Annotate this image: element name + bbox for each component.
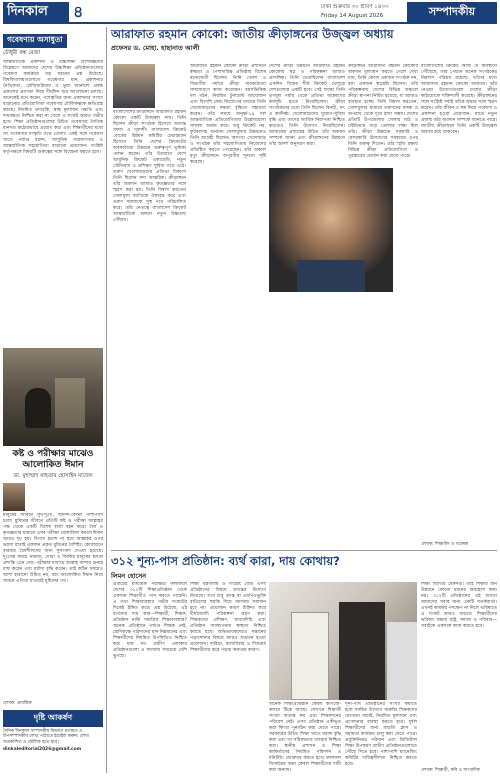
left-column [3, 27, 107, 773]
main-article-1-col4: ক্রীড়াঙ্গনে আরাফাত রহমান কোকোর অবদান মূল্যায়ন করতে গেলে দেখা যায়, তিনি কেবল একজন সংগঠক নন, বরং একজন স্বপ্নদ্রষ্টা ছিলেন। তাঁর পরিকল্পনায় দেশের বিভিন্ন অঞ্চলে ক্রীড়া স্থাপনা নির্মিত হয়েছে, যা আজও ব্যবহৃত হচ্ছে। তিনি বিশ্বাস করতেন, খেলাধুলার মাধ্যমে তরুণদের মাদক ও অপরাধ থেকে দূরে রাখা সম্ভব। দেশের প্রতিটি উপজেলায় খেলার মাঠ ও স্টেডিয়াম গড়ে তোলার লক্ষ্য ছিল তাঁর। ক্রীড়া উন্নয়নে সরকারি ও বেসরকারি উদ্যোগের সমন্বয়ের ওপর তিনি গুরুত্ব দিতেন। তাঁর স্মৃতি রক্ষায় বিভিন্ন ক্রীড়া প্রতিযোগিতা ও পুরস্কারের প্রবর্তন করা যেতে পারে। [348, 64, 418, 159]
issue-date-bn: ঢাকা শুক্রবার ৩০ শ্রাবণ ১৪৩৩ [321, 4, 389, 10]
left-article-2-body: মানুষের জীবনে সুখ-দুঃখ, আনন্দ-বেদনা পাশাপাশি চলে। মুমিনের জীবনে প্রতিটি কষ্ট ও পরীক্ষা আল্লাহর পক্ষ থেকে একটি বিশেষ বার্তা বহন করে। ধৈর্য ও কৃতজ্ঞতার মাধ্যমে এসব পরীক্ষা মোকাবিলা করলে ঈমান আরও দৃঢ় হয়। বিপদে হতাশ না হয়ে আল্লাহর ওপর ভরসা রাখাই একজন প্রকৃত মুমিনের বৈশিষ্ট্য। কোরআনে বারবার ধৈর্যশীলদের জন্য সুসংবাদ দেওয়া হয়েছে। দুঃখের সময়ে নামাজ, দোয়া ও জিকির মানুষের হৃদয়ে প্রশান্তি এনে দেয়। পরীক্ষার মাধ্যমে আল্লাহ বান্দার গুনাহ মাফ করেন এবং মর্যাদা বৃদ্ধি করেন। তাই কঠিন সময়েও আশা হারানো উচিত নয়, বরং আলোকিত ঈমান নিয়ে সামনে এগিয়ে যাওয়াই মুমিনের পথ। [3, 513, 103, 584]
page-number: ৪ [73, 2, 84, 21]
left-article-1-title: গবেষণায় অসাধুতা [3, 34, 67, 48]
issue-date-en: Friday 14 August 2026 [321, 13, 384, 19]
main-article-1-col1: বাংলাদেশের ক্রীড়াঙ্গনে আরাফাত রহমান কোকো একটি উজ্জ্বল নাম। তিনি ছিলেন ক্রীড়া সংগঠক হিসেবে অত্যন্ত সফল ও দূরদর্শী। বাংলাদেশ ক্রিকেট বোর্ডের উন্নয়ন কমিটির চেয়ারম্যান হিসেবে তিনি দেশের ক্রিকেটের অবকাঠামো উন্নয়নে গুরুত্বপূর্ণ ভূমিকা পালন করেন। তাঁর উদ্যোগে দেশে আধুনিক ক্রিকেট একাডেমি, নতুন স্টেডিয়াম ও প্রশিক্ষণ সুবিধা গড়ে ওঠে। তরুণ খেলোয়াড়দের প্রতিভা বিকাশে তিনি ছিলেন সদা আন্তরিক। ক্রীড়াঙ্গনে তাঁর অবদান আজও কৃতজ্ঞতার সঙ্গে স্মরণ করা হয়। তিনি বিশ্বাস করতেন খেলাধুলা জাতিকে ঐক্যবদ্ধ করে এবং তরুণ সমাজকে সুস্থ পথে পরিচালিত করে। তাঁর নেতৃত্বে বাংলাদেশ ক্রিকেট আন্তর্জাতিক অঙ্গনে নতুন উচ্চতায় পৌঁছায়। [113, 110, 186, 223]
main-article-1-col4b [348, 296, 418, 548]
main-article-2-headline: ৩১২ শূন্য-পাস প্রতিষ্ঠান: ব্যর্থ কারা, দায় কোথায়? [111, 554, 340, 568]
issue-date [321, 3, 405, 21]
left-article-1-byline: চৌধুরী বন্ধ রেজা [3, 50, 41, 56]
arafat-rahman-koko-photo [269, 168, 393, 292]
newspaper-page [3, 2, 497, 775]
main-article-1-byline: প্রফেসর ড. মোহা. হাছানাত আলী [111, 44, 200, 52]
main-article-2-col5: শিক্ষা জাতির মেরুদণ্ড। তাই শিক্ষার মান উন্নয়নে কোনো ধরনের অবহেলা কাম্য নয়। ৩১২টি প্রতিষ্ঠানের এই ব্যর্থতা আমাদের সবার জন্য একটি সতর্কবার্তা। এখনই কার্যকর পদক্ষেপ না নিলে ভবিষ্যতে এ সংকট আরও বাড়বে। শিক্ষার্থীদের ভবিষ্যৎ রক্ষায় রাষ্ট্র, সমাজ ও পরিবার—সবাইকে একসঙ্গে কাজ করতে হবে। [421, 582, 497, 629]
main-article-1-col2b [190, 302, 266, 548]
main-article-2-col4: শূন্য-পাস প্রতিষ্ঠানের সংখ্যা কমাতে হলে সমন্বিত উদ্যোগ জরুরি। শিক্ষকদের যোগ্যতা যাচাই, নিয়মিত মূল্যায়ন এবং প্রণোদনার ব্যবস্থা করতে হবে। দুর্বল শিক্ষার্থীদের জন্য বাড়তি ক্লাস ও সহায়তা কার্যক্রম চালু করা যেতে পারে। প্রযুক্তিনির্ভর পাঠদান এবং ডিজিটাল শিক্ষা উপকরণ গ্রামীণ প্রতিষ্ঠানগুলোতে পৌঁছে দিতে হবে। পাশাপাশি ম্যানেজিং কমিটির দায়িত্বশীলতা নিশ্চিত করতে হবে। [345, 702, 417, 767]
main-article-2-col2: শিক্ষা মন্ত্রণালয় ও সংশ্লিষ্ট বোর্ড এসব প্রতিষ্ঠানের বিষয়ে তদন্তের উদ্যোগ নিয়েছে। তবে শুধু তদন্ত বা এমপিওভুক্তি বাতিলের হুমকি দিয়ে সমস্যার সমাধান হবে না। প্রয়োজন কারণ চিহ্নিত করে দীর্ঘমেয়াদি পরিকল্পনা গ্রহণ করা। শিক্ষকদের প্রশিক্ষণ, জবাবদিহি এবং প্রতিষ্ঠান ব্যবস্থাপনায় স্বচ্ছতা নিশ্চিত করতে হবে। অভিভাবকদেরও সন্তানের পড়াশোনার বিষয়ে আরও সচেতন হওয়া প্রয়োজন। দারিদ্র্য, বাল্যবিবাহ ও শিশুশ্রম শিক্ষার্থীদের ঝরে পড়ার অন্যতম কারণ। [190, 582, 266, 653]
main-article-2-author-note: লেখক: শিক্ষার্থী, কবি ও সাংবাদিক [421, 768, 480, 773]
columnist-photo [113, 64, 155, 108]
main-article-2-byline: লিমন হোসেন [111, 572, 147, 580]
left-article-2-title: কষ্ট ও পরীক্ষার মাঝেও আলোকিত ঈমান [12, 449, 94, 470]
section-name: সম্পাদকীয় [407, 2, 497, 22]
students-photo [269, 582, 417, 700]
notice-box-body: দৈনিক দিনকাল সম্পাদকীয় বিভাগে মতামত ও উপসম্পাদকীয় লেখা পাঠাতে ইমেইল করুন। লেখা অপ্রকাশিত ও মৌলিক হতে হবে। [3, 728, 89, 745]
author-photo [3, 483, 25, 511]
main-article-1-col5b [421, 296, 497, 538]
notice-box-title: দৃষ্টি আকর্ষণ [3, 710, 103, 727]
main-article-2-col1: এবারের মাধ্যমিক পরীক্ষার ফলাফলে দেশের ৩১২টি শিক্ষাপ্রতিষ্ঠান থেকে একজন শিক্ষার্থীও পাস করতে পারেনি। এ তথ্য শিক্ষাব্যবস্থার গভীর সংকটের দিকেই ইঙ্গিত করে। প্রশ্ন উঠেছে, এই ব্যর্থতার দায় কার—শিক্ষার্থী, শিক্ষক, প্রতিষ্ঠান নাকি সামগ্রিক শিক্ষাব্যবস্থার? অনেক প্রতিষ্ঠানে পর্যাপ্ত শিক্ষক নেই, শ্রেণিকক্ষে পাঠদানের মান নিম্নমানের এবং শিক্ষার্থীদের নিয়মিত উপস্থিতিও নিশ্চিত করা যায় না। গ্রামীণ এলাকার প্রতিষ্ঠানগুলো এ সমস্যায় সবচেয়ে বেশি ভুগছে। [113, 582, 187, 659]
main-article-1-headline: আরাফাত রহমান কোকো: জাতীয় ক্রীড়াঙ্গনের উজ্জ্বল অধ্যায় [111, 27, 394, 41]
main-article-1-col1b [113, 302, 186, 548]
masthead [3, 2, 497, 24]
main-article-1-author-note: লেখক: শিক্ষাবিদ ও গবেষক [421, 542, 469, 547]
left-article-1-body: আন্তর্জাতিক প্রকাশনা ও উচ্চশিক্ষা বিশেষজ্ঞদের বিশ্লেষণে আমাদের দেশের উচ্চশিক্ষা প্রতিষ্ঠানগুলোর গবেষণা কার্যক্রমে বড় ধরনের প্রশ্ন উঠেছে। বিশ্ববিদ্যালয়গুলোতে গবেষণার মান, প্রকাশনার নৈতিকতা, প্লেজিয়ারিজম ও ভুয়া জার্নালে প্রবন্ধ প্রকাশের প্রবণতা নিয়ে দীর্ঘদিন ধরে আলোচনা চলছে। অনেকেই মনে করেন, পদোন্নতির জন্য প্রকাশনার সংখ্যা বাড়ানোর প্রতিযোগিতা গবেষণার মৌলিকত্বকে ক্ষতিগ্রস্ত করছে। নিয়মিত তদারকি, স্বচ্ছ মূল্যায়ন পদ্ধতি এবং দায়বদ্ধতা নিশ্চিত করা না গেলে এ সংকট আরও গভীর হবে। শিক্ষা প্রতিষ্ঠানগুলোর উচিত গবেষণার নৈতিক মানদণ্ড কঠোরভাবে প্রয়োগ করা এবং শিক্ষার্থীদের মধ্যে সৎ গবেষণার সংস্কৃতি গড়ে তোলা। একই সঙ্গে গবেষণা খাতে পর্যাপ্ত বরাদ্দ, আধুনিক গবেষণাগার ও আন্তর্জাতিক সহযোগিতা বাড়ানো প্রয়োজন। সংশ্লিষ্ট কর্তৃপক্ষকে বিষয়টি গুরুত্বের সঙ্গে বিবেচনা করতে হবে। [3, 60, 103, 155]
left-article-2-footer: লেখক: প্রাবন্ধিক [3, 701, 32, 706]
left-article-2-byline: ডা. মুহাম্মাদ মাহতাব হোসাইন মাজেদ [13, 473, 93, 479]
main-article-1-col5: বাংলাদেশের ক্রিকেট আজ যে অবস্থানে পৌঁছেছে, তার পেছনে অনেক সংগঠকের নিরলস পরিশ্রম রয়েছে। তাঁদের মধ্যে আরাফাত রহমান কোকো অন্যতম। তাঁর নেওয়া উদ্যোগগুলো দেশের ক্রীড়া কাঠামোকে শক্তিশালী করেছে। ক্রীড়াঙ্গনের সঙ্গে সংশ্লিষ্ট সবাই তাঁকে শ্রদ্ধার সঙ্গে স্মরণ করেন। তাঁর জীবন ও কর্ম নিয়ে গবেষণা ও প্রকাশনা হওয়া প্রয়োজন, যাতে নতুন প্রজন্ম তাঁর অবদান সম্পর্কে জানতে পারে। জাতীয় ক্রীড়াঙ্গনে তিনি একটি উজ্জ্বল অধ্যায় হয়ে থাকবেন। [421, 64, 497, 135]
notice-box-email: dinkaleditorial2026@gmail.com [3, 747, 82, 753]
divider [111, 550, 497, 551]
newspaper-logo: দিনকাল [3, 2, 69, 22]
main-article-1-header [111, 27, 497, 54]
main-article-2-col3: অনেক শিক্ষাপ্রতিষ্ঠান কেবল কাগজে-কলমে টিকে আছে। সেখানে শিক্ষার্থী সংখ্যা অত্যন্ত কম এবং শিক্ষাদানের পরিবেশ নেই। এসব প্রতিষ্ঠান একীভূত করা কিংবা পুনর্গঠন করা যেতে পারে। সরকারের উচিত শিক্ষা খাতে বরাদ্দ বৃদ্ধি করা এবং তা সঠিকভাবে ব্যবহার নিশ্চিত করা। স্থানীয় প্রশাসন ও শিক্ষা কর্মকর্তাদের নিয়মিত পরিদর্শন ও মনিটরিং জোরদার করতে হবে। ফলাফল বিপর্যয়ের জন্য কেবল শিক্ষার্থীদের দায়ী করা অন্যায়। [269, 702, 341, 773]
prayer-photo [3, 348, 103, 446]
main-article-1-col3b [269, 296, 345, 548]
main-article-1-col3: দেশের ক্রীড়া উন্নয়নে আরাফাত রহমান কোকোর স্বপ্ন ও পরিকল্পনা আজও প্রাসঙ্গিক। তিনি চেয়েছিলেন বাংলাদেশ একদিন বিশ্বের শীর্ষ ক্রিকেট খেলুড়ে দেশগুলোর একটি হবে। সেই লক্ষ্যে তিনি তৃণমূল পর্যায় থেকে প্রতিভা অন্বেষণের কর্মসূচি হাতে নিয়েছিলেন। ক্রীড়া সংগঠকদের মধ্যে তিনি ছিলেন বিনয়ী, সৎ ও কর্মনিষ্ঠ। খেলোয়াড়দের সুযোগ-সুবিধা বৃদ্ধি এবং তাদের আর্থিক নিরাপত্তা নিশ্চিত করতেও তিনি উদ্যোগ নিয়েছিলেন। আজকের প্রজন্মের উচিত তাঁর অবদান সম্পর্কে জানা এবং ক্রীড়াঙ্গনের উন্নয়নে তাঁর আদর্শ অনুসরণ করা। [269, 64, 345, 147]
main-article-1-col2: আরাফাত রহমান কোকো ক্রীড়া প্রশাসনে স্বচ্ছতা ও পেশাদারিত্ব প্রতিষ্ঠায় বিশেষ মনোযোগী ছিলেন। তিনি জেলা ও বিভাগীয় পর্যায়ে ক্রীড়া অবকাঠামো সম্প্রসারণে কাজ করেছেন। বয়সভিত্তিক দল গঠন, নিয়মিত টুর্নামেন্ট আয়োজন এবং বিদেশি কোচ নিয়োগের মাধ্যমে তিনি খেলোয়াড়দের দক্ষতা বৃদ্ধিতে সহায়তা করেন। তাঁর সময়ে অনূর্ধ্ব-১৯ দল আন্তর্জাতিক প্রতিযোগিতায় উল্লেখযোগ্য সাফল্য অর্জন করে। শুধু ক্রিকেট নয়, ফুটবলসহ অন্যান্য খেলাধুলার উন্নয়নেও তিনি আগ্রহী ছিলেন। অসংখ্য খেলোয়াড় ও সংগঠক তাঁর সহযোগিতায় নিজেদের প্রতিষ্ঠিত করতে পেরেছেন। তাঁর অকাল মৃত্যু ক্রীড়াঙ্গনে অপূরণীয় শূন্যতা সৃষ্টি করেছে। [190, 64, 266, 165]
